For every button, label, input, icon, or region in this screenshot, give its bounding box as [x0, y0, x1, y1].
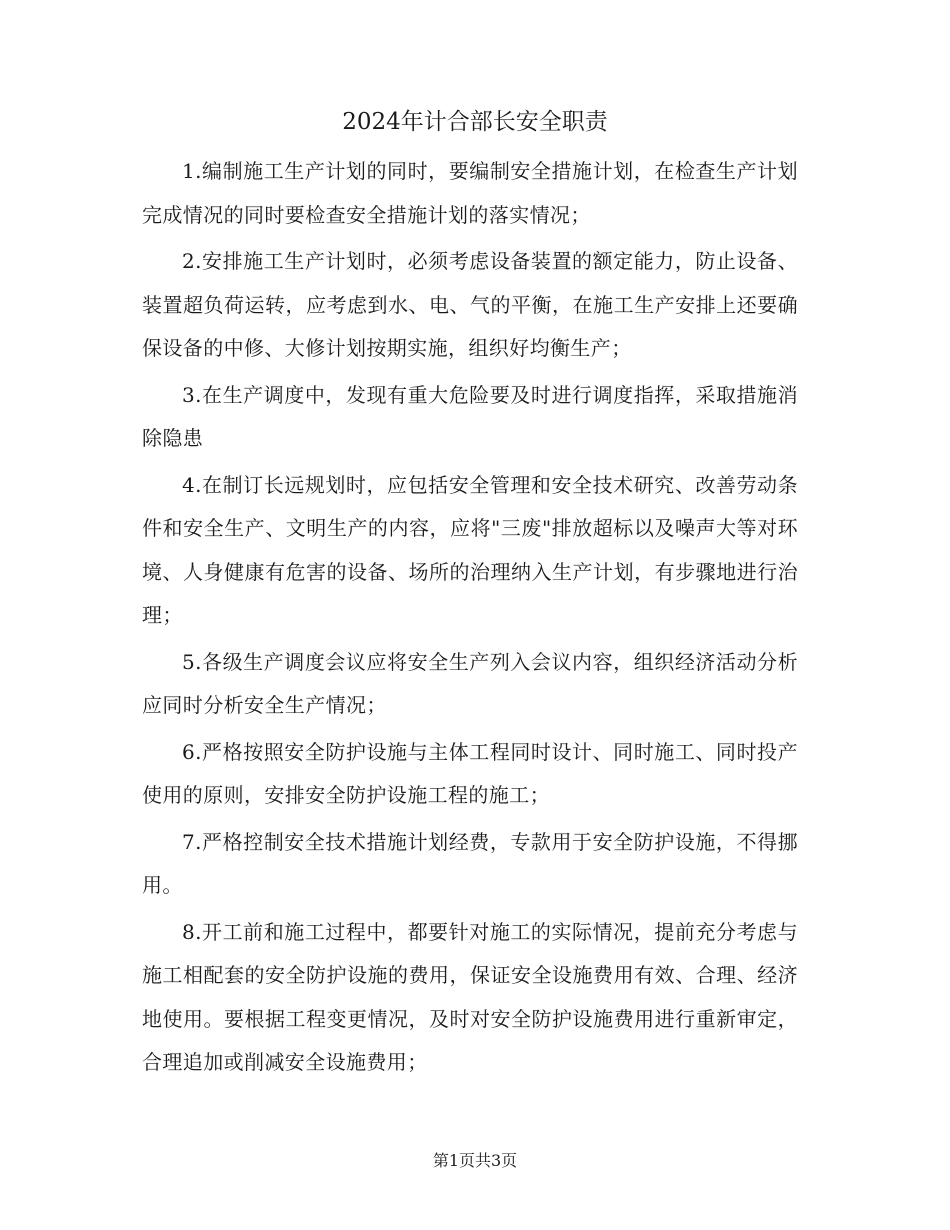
paragraph-8: 8.开工前和施工过程中，都要针对施工的实际情况，提前充分考虑与施工相配套的安全防护设施的费用，保证安全设施费用有效、合理、经济地使用。要根据工程变更情况，及时对安全防护设施费用进行重新审定，合理追加或削减安全设施费用；: [142, 919, 798, 1074]
paragraph-5: 5.各级生产调度会议应将安全生产列入会议内容，组织经济活动分析应同时分析安全生产情况；: [142, 649, 798, 717]
paragraph-6: 6.严格按照安全防护设施与主体工程同时设计、同时施工、同时投产使用的原则，安排安全防护设施工程的施工；: [142, 739, 798, 807]
paragraph-2: 2.安排施工生产计划时，必须考虑设备装置的额定能力，防止设备、装置超负荷运转，应考虑到水、电、气的平衡，在施工生产安排上还要确保设备的中修、大修计划按期实施，组织好均衡生产；: [142, 249, 798, 360]
document-body: [142, 150, 798, 1088]
document-title: 2024年计合部长安全职责: [342, 109, 608, 135]
paragraph-4: 4.在制订长远规划时，应包括安全管理和安全技术研究、改善劳动条件和安全生产、文明生产的内容，应将"三废"排放超标以及噪声大等对环境、人身健康有危害的设备、场所的治理纳入生产计划，有步骤地进行治理；: [142, 472, 798, 627]
paragraph-7: 7.严格控制安全技术措施计划经费，专款用于安全防护设施，不得挪用。: [142, 829, 798, 897]
paragraph-3: 3.在生产调度中，发现有重大危险要及时进行调度指挥，采取措施消除隐患: [142, 382, 798, 450]
page-number-footer: 第1页共3页: [432, 1151, 518, 1170]
paragraph-1: 1.编制施工生产计划的同时，要编制安全措施计划，在检查生产计划完成情况的同时要检查安全措施计划的落实情况；: [142, 159, 798, 227]
